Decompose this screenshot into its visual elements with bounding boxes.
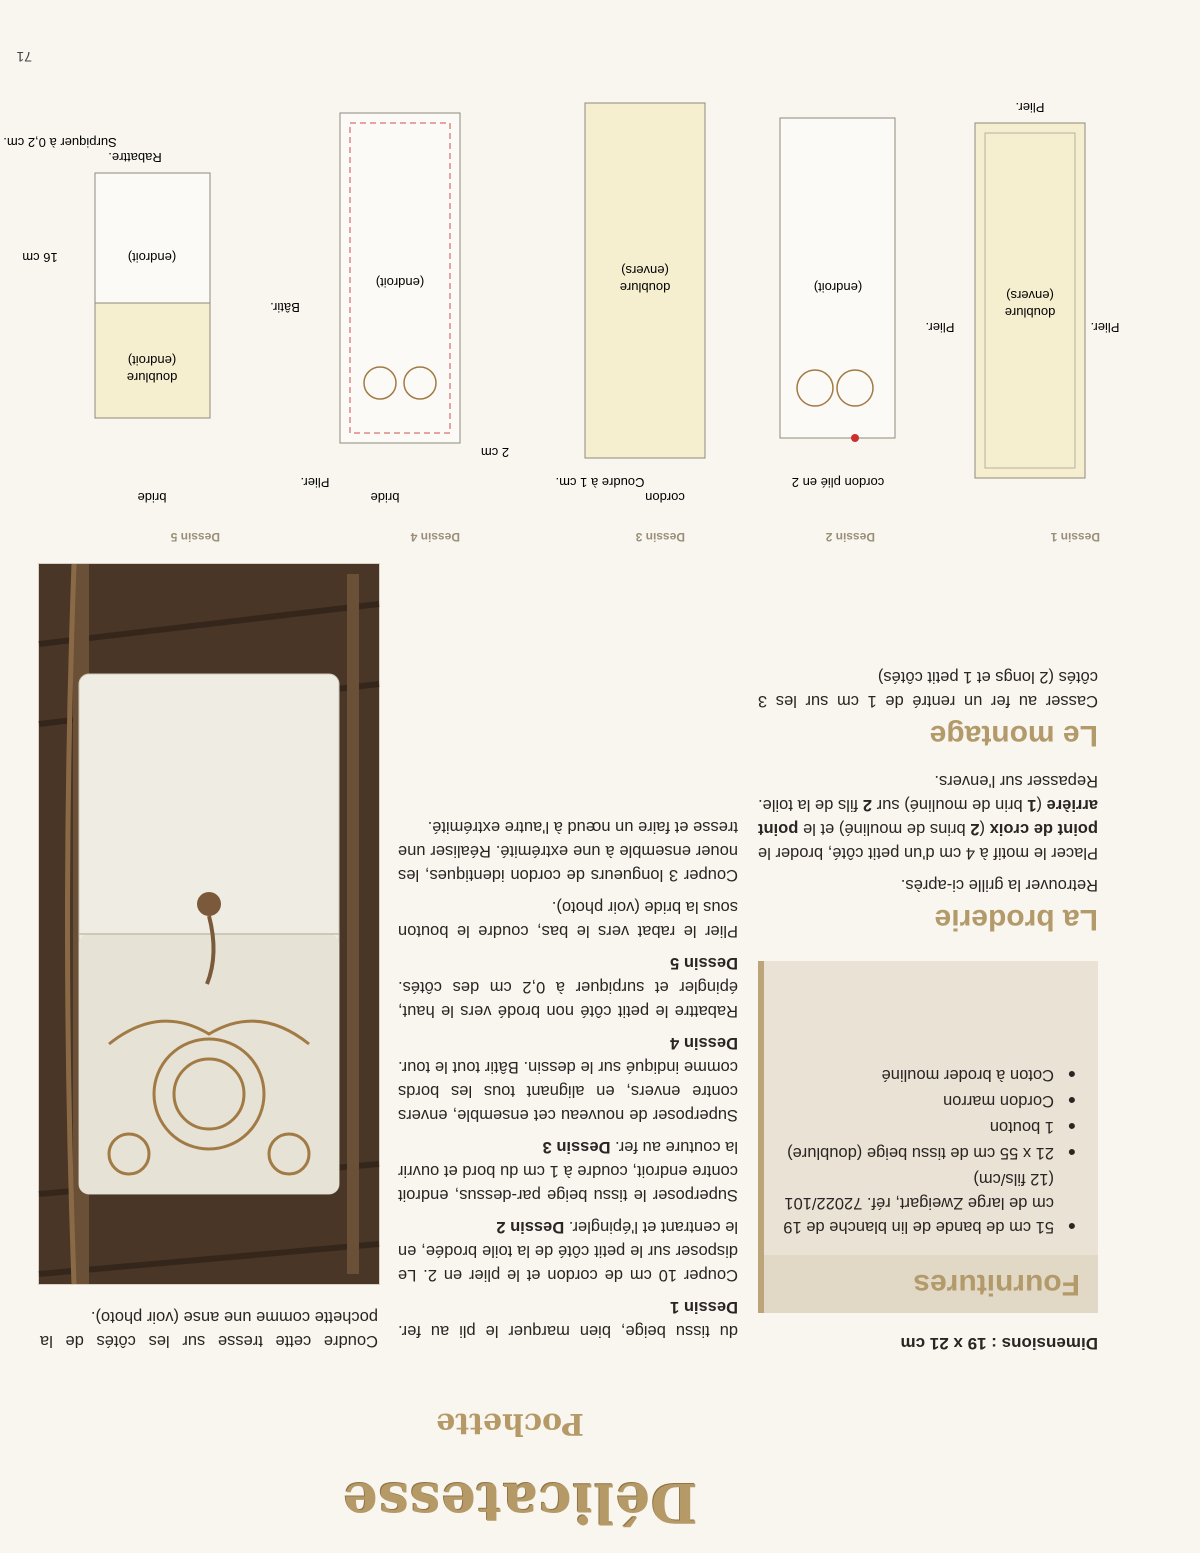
dessin-3-text: doublure: [619, 280, 671, 295]
dessin-4-text: 2 cm: [480, 445, 510, 460]
dessin-4: [270, 113, 509, 544]
assembly-diagrams: [0, 93, 1120, 553]
fournitures-list: [776, 1061, 1076, 1239]
page-subtitle: Pochette: [436, 1406, 584, 1441]
dessin-2-text: (endroit): [813, 280, 863, 295]
dessin-4-text: Bâtir.: [270, 300, 300, 315]
montage-paragraph-3: Superposer le tissu beige par-dessus, endroit contre endroit, coudre à 1 cm du bord et ouvrir la couture au fer. Dessin 3: [398, 1138, 738, 1204]
dessin-1-text: Plier.: [925, 320, 955, 335]
dessin-3: [556, 103, 705, 544]
dessin-1: [926, 100, 1120, 544]
dessin-1-text: doublure: [1004, 305, 1056, 320]
dessin-3-text: Coudre à 1 cm.: [555, 475, 645, 490]
montage-paragraph-6: Plier le rabat vers le bas, coudre le bouton sous la bride (voir photo).: [398, 898, 738, 940]
dessin-4-label: Dessin 4: [410, 530, 460, 544]
dessin-4-text: (endroit): [375, 275, 425, 290]
fournitures-box: [758, 961, 1098, 1313]
dessin-3-label: Dessin 3: [635, 530, 685, 544]
broderie-paragraph-2: Placer le motif à 4 cm d'un petit côté, broder le point de croix (2 brins de mouliné) et le point arrière (1 brin de mouliné) sur 2 fils de la toile. Repasser sur l'envers.: [758, 772, 1098, 862]
fournitures-header: [764, 1255, 1098, 1313]
drawings-row: [0, 93, 1120, 553]
middle-column: [398, 807, 738, 1343]
dessin-5-label: Dessin 5: [170, 530, 220, 544]
montage-paragraph-1b: du tissu beige, bien marquer le pli au fer. Dessin 1: [398, 1298, 738, 1340]
dessin-5-text: bride: [137, 490, 167, 505]
list-item: ● 1 bouton: [776, 1115, 1076, 1139]
dessin-5-text: 16 cm: [22, 250, 58, 265]
dessin-5: [3, 135, 220, 544]
dessin-1-text: Plier.: [1015, 100, 1045, 115]
page-title: Délicatesse: [342, 1471, 698, 1535]
montage-paragraph-2: Couper 10 cm de cordon et le plier en 2. Le disposer sur le petit côté de la toile brodée, en le centrant et l'épingler. Dessin 2: [398, 1218, 738, 1284]
product-photo: [38, 563, 380, 1285]
dessin-3-text: (envers): [621, 263, 669, 278]
montage-paragraph-7: Couper 3 longueurs de cordon identiques, les nouer ensemble à une extrémité. Réaliser une tresse et faire un nœud à l'autre extrémité.: [398, 818, 738, 884]
broderie-paragraph-1: Retrouver la grille ci-après.: [900, 876, 1098, 894]
pochette-photo-illustration: [39, 564, 379, 1284]
list-item: ● Cordon marron: [776, 1089, 1076, 1113]
dessin-5-text: doublure: [126, 370, 178, 385]
montage-paragraph-5: Rabattre le petit côté non brodé vers le haut, épingler et surpiquer à 0,2 cm des côtés. Dessin 5: [398, 954, 738, 1020]
list-item: ● 51 cm de bande de lin blanche de 19 cm de large Zweigart, réf. 72022/101 (12 fils/cm): [776, 1167, 1076, 1239]
list-item: ● Coton à broder mouliné: [776, 1063, 1076, 1087]
montage-heading: Le montage: [929, 719, 1098, 752]
dessin-2: [780, 118, 895, 544]
dessin-1-text: Plier.: [1090, 320, 1120, 335]
broderie-heading: La broderie: [934, 903, 1098, 936]
dessin-5-text: Surpiquer à 0,2 cm.: [3, 135, 117, 150]
dessin-5-text: (endroit): [127, 250, 177, 265]
dessin-5-text: Rabattre.: [108, 150, 162, 165]
fournitures-heading: Fournitures: [913, 1268, 1080, 1301]
dessin-2-text: cordon plié en 2: [791, 475, 885, 490]
dessin-4-text: Plier.: [300, 475, 330, 490]
dimensions: Dimensions : 19 x 21 cm: [900, 1334, 1098, 1353]
dessin-1-label: Dessin 1: [1050, 530, 1100, 544]
dessin-5-fabric: [95, 173, 210, 303]
montage-paragraph-8: Coudre cette tresse sur les côtés de la pochette comme une anse (voir photo).: [40, 1308, 378, 1350]
dessin-5-text: (endroit): [127, 353, 177, 368]
right-column: [40, 1297, 378, 1353]
dessin-3-text: cordon: [645, 490, 685, 505]
montage-paragraph-1: Casser au fer un rentré de 1 cm sur les 3 côtés (2 longs et 1 petit côtés): [758, 668, 1098, 710]
montage-paragraph-4: Superposer de nouveau cet ensemble, envers contre envers, en alignant tous les bords comme indiqué sur le dessin. Bâtir tout le tour. Dessin 4: [398, 1034, 738, 1124]
left-column: [758, 657, 1098, 936]
list-item: ● 21 x 55 cm de tissu beige (doublure): [776, 1141, 1076, 1165]
page-number: 71: [16, 49, 32, 65]
dessin-4-text: bride: [370, 490, 400, 505]
dessin-1-text: (envers): [1006, 288, 1054, 303]
dessin-2-label: Dessin 2: [825, 530, 875, 544]
